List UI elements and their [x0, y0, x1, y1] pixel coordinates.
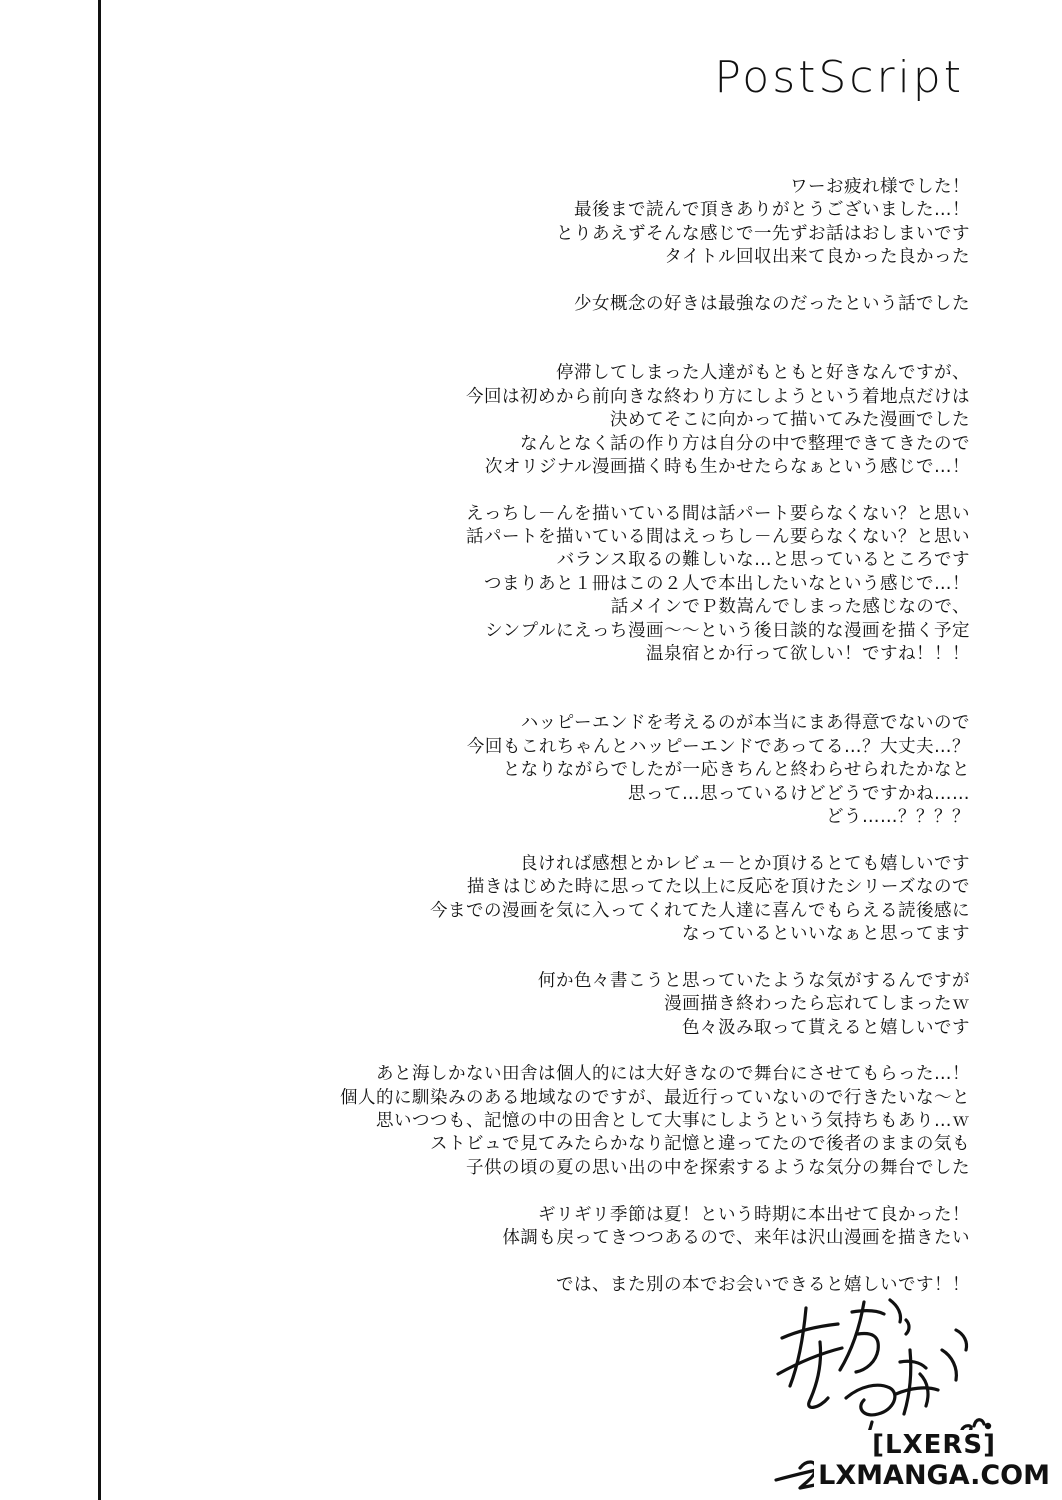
- text-line: タイトル回収出来て良かった良かった: [664, 247, 970, 268]
- text-line: 最後まで読んで頂きありがとうございました…！: [574, 200, 970, 221]
- text-line: ストビュで見てみたらかなり記憶と違ってたので後者のままの気も: [430, 1134, 970, 1155]
- text-line: 少女概念の好きは最強なのだったという話でした: [574, 293, 970, 314]
- text-line: 描きはじめた時に思ってた以上に反応を頂けたシリーズなので: [466, 877, 970, 898]
- text-line: あと海しかない田舎は個人的には大好きなので舞台にさせてもらった…！: [376, 1064, 970, 1085]
- page-margin-rule: [98, 0, 101, 1500]
- text-line: えっちし－んを描いている間は話パート要らなくない？と思い: [466, 503, 970, 524]
- watermark-tag: [LXERS]: [814, 1430, 1054, 1460]
- text-line: どう……？？？？: [826, 806, 970, 827]
- text-line: ギリギリ季節は夏！という時期に本出せて良かった！: [538, 1204, 970, 1225]
- paragraph-gap: [210, 1180, 970, 1203]
- text-line: 今回もこれちゃんとハッピーエンドであってる…？大丈夫…？: [466, 736, 970, 757]
- text-line: なんとなく話の作り方は自分の中で整理できてきたので: [520, 433, 970, 454]
- postscript-body: [210, 176, 970, 1297]
- paragraph-gap: [210, 1250, 970, 1273]
- text-line: 良ければ感想とかレビュ－とか頂けるとても嬉しいです: [520, 853, 970, 874]
- paragraph-gap: [210, 829, 970, 852]
- text-line: 停滞してしまった人達がもともと好きなんですが、: [556, 363, 970, 384]
- page-title: PostScript: [714, 52, 964, 103]
- text-line: 漫画描き終わったら忘れてしまったｗ: [664, 994, 970, 1015]
- text-line: なっているといいなぁと思ってます: [682, 923, 970, 944]
- text-line: 決めてそこに向かって描いてみた漫画でした: [610, 410, 970, 431]
- paragraph-gap: [210, 946, 970, 969]
- text-line: 思って…思っているけどどうですかね……: [628, 783, 970, 804]
- text-line: 個人的に馴染みのある地域なのですが、最近行っていないので行きたいな～と: [340, 1087, 970, 1108]
- text-line: 今回は初めから前向きな終わり方にしようという着地点だけは: [466, 386, 970, 407]
- text-line: つまりあと１冊はこの２人で本出したいなという感じで…！: [484, 573, 970, 594]
- text-line: 何か色々書こうと思っていたような気がするんですが: [538, 970, 970, 991]
- watermark-site: LXMANGA.COM: [814, 1460, 1054, 1492]
- paragraph-gap: [210, 316, 970, 362]
- text-line: となりながらでしたが一応きちんと終わらせられたかなと: [502, 760, 970, 781]
- paragraph-gap: [210, 666, 970, 712]
- paragraph-gap: [210, 1040, 970, 1063]
- text-line: 今までの漫画を気に入ってくれてた人達に喜んでもらえる読後感に: [430, 900, 970, 921]
- paragraph-gap: [210, 479, 970, 502]
- text-line: 子供の頃の夏の思い出の中を探索するような気分の舞台でした: [466, 1157, 970, 1178]
- text-line: シンプルにえっち漫画～～という後日談的な漫画を描く予定: [485, 620, 970, 641]
- text-line: ワーお疲れ様でした！: [790, 177, 970, 197]
- text-line: 色々汲み取って貰えると嬉しいです: [682, 1017, 970, 1038]
- text-line: とりあえずそんな感じで一先ずお話はおしまいです: [556, 223, 970, 244]
- text-line: 話メインでＰ数嵩んでしまった感じなので、: [610, 597, 970, 618]
- paragraph-gap: [210, 270, 970, 293]
- text-line: ハッピーエンドを考えるのが本当にまあ得意でないので: [520, 713, 970, 734]
- text-line: バランス取るの難しいな…と思っているところです: [556, 550, 970, 571]
- text-line: 体調も戻ってきつつあるので、来年は沢山漫画を描きたい: [502, 1228, 970, 1249]
- text-line: 話パートを描いている間はえっちし－ん要らなくない？と思い: [466, 527, 970, 548]
- text-line: 温泉宿とか行って欲しい！ですね！！！: [646, 644, 970, 665]
- site-watermark: [814, 1430, 1054, 1492]
- text-line: 次オリジナル漫画描く時も生かせたらなぁという感じで…！: [484, 456, 970, 477]
- text-line: 思いつつも、記憶の中の田舎として大事にしようという気持ちもあり…ｗ: [376, 1111, 970, 1132]
- text-line: では、また別の本でお会いできると嬉しいです！！: [556, 1274, 970, 1295]
